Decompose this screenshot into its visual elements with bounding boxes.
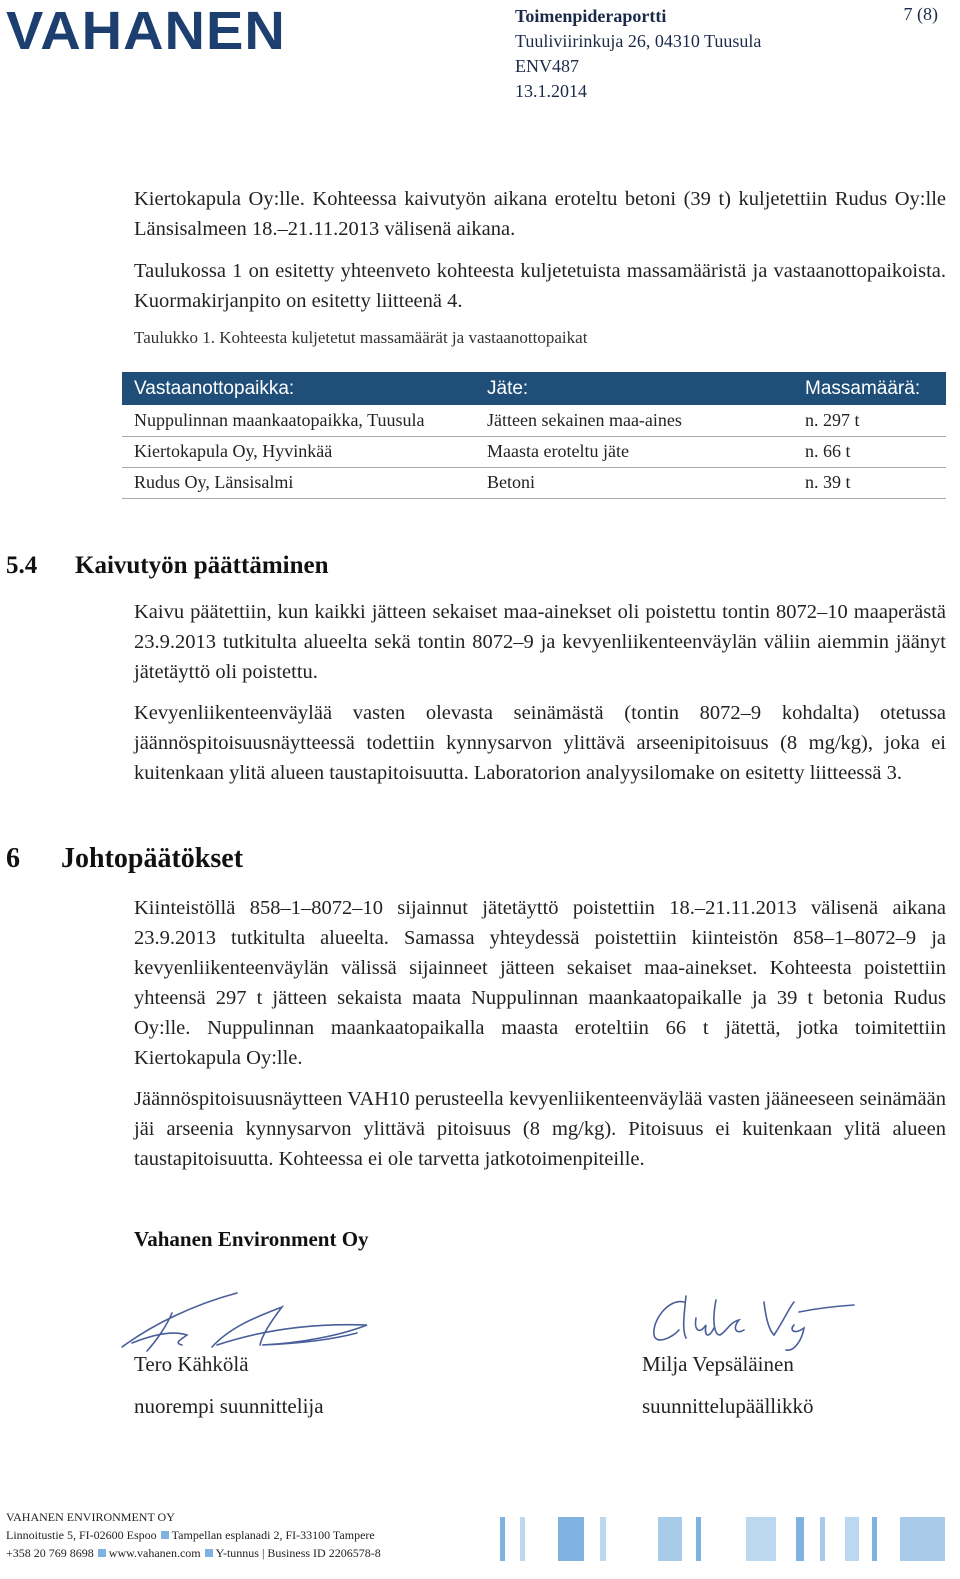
footer-business-id: Y-tunnus | Business ID 2206578-8 xyxy=(215,1546,381,1560)
page-number: 7 (8) xyxy=(903,4,938,24)
column-header: Jäte: xyxy=(475,372,793,405)
signer-2-name: Milja Vepsäläinen xyxy=(642,1352,794,1376)
signing-company: Vahanen Environment Oy xyxy=(134,1227,369,1251)
table-row xyxy=(122,436,946,467)
column-header: Vastaanottopaikka: xyxy=(122,372,475,405)
paragraph-intro-2: Taulukossa 1 on esitetty yhteenveto kohteesta kuljetetuista massamääristä ja vastaanottopaikoista. Kuormakirjanpito on esitetty liitteenä 4. xyxy=(134,260,946,312)
signer-2-role: suunnittelupäällikkö xyxy=(642,1394,814,1418)
report-code: ENV487 xyxy=(515,56,579,76)
page-footer xyxy=(6,1508,381,1562)
table-cell: Jätteen sekainen maa-aines xyxy=(475,405,793,436)
report-title: Toimenpideraportti xyxy=(515,6,667,26)
footer-web: www.vahanen.com xyxy=(108,1546,201,1560)
footer-contact xyxy=(6,1544,381,1562)
paragraph-6-2: Jäännöspitoisuusnäytteen VAH10 perusteella kevyenliikenteenväylää vasten jääneeseen seinämään jäi arseenia kynnysarvon ylittävä pitoisuus (8 mg/kg). Pitoisuus ei kuitenkaan ylitä alueen taustapitoisuutta. Kohteessa ei ole tarvetta jatkotoimenpiteille. xyxy=(134,1088,946,1170)
section-heading-6 xyxy=(6,843,243,875)
column-header: Massamäärä: xyxy=(793,372,946,405)
table-cell: Maasta eroteltu jäte xyxy=(475,436,793,467)
square-bullet-icon xyxy=(205,1549,213,1557)
table-row xyxy=(122,467,946,498)
table-row xyxy=(122,405,946,436)
footer-address-tampere: Tampellan esplanadi 2, FI-33100 Tampere xyxy=(171,1528,375,1542)
mass-table xyxy=(122,372,946,499)
section-heading-5-4 xyxy=(6,552,329,580)
report-date: 13.1.2014 xyxy=(515,81,587,101)
section-number: 5.4 xyxy=(6,552,38,579)
section-title: Kaivutyön päättäminen xyxy=(75,552,329,579)
signer-1-name: Tero Kähkölä xyxy=(134,1352,249,1376)
section-title: Johtopäätökset xyxy=(61,843,244,874)
table-cell: n. 39 t xyxy=(793,467,946,498)
table-cell: Kiertokapula Oy, Hyvinkää xyxy=(122,436,475,467)
signature-1-image xyxy=(112,1285,382,1360)
table-cell: Betoni xyxy=(475,467,793,498)
report-header xyxy=(515,4,761,104)
square-bullet-icon xyxy=(161,1531,169,1539)
footer-address-espoo: Linnoitustie 5, FI-02600 Espoo xyxy=(6,1528,157,1542)
paragraph-5-4-1: Kaivu päätettiin, kun kaikki jätteen sekaiset maa-ainekset oli poistettu tontin 8072–10 maaperästä 23.9.2013 tutkitulta alueelta sekä tontin 8072–9 ja kevyenliikenteenväylän väliin aiemmin jäänyt jätetäyttö oli poistettu. xyxy=(134,601,946,683)
footer-phone: +358 20 769 8698 xyxy=(6,1546,94,1560)
logo-text: VAHANEN xyxy=(6,0,286,61)
paragraph-intro-1: Kiertokapula Oy:lle. Kohteessa kaivutyön aikana eroteltu betoni (39 t) kuljetettiin Rudus Oy:lle Länsisalmeen 18.–21.11.2013 välisenä aikana. xyxy=(134,188,946,240)
report-address: Tuuliviirinkuja 26, 04310 Tuusula xyxy=(515,31,762,51)
signer-1-role: nuorempi suunnittelija xyxy=(134,1394,324,1418)
table-cell: n. 297 t xyxy=(793,405,946,436)
table-cell: n. 66 t xyxy=(793,436,946,467)
paragraph-6-1: Kiinteistöllä 858–1–8072–10 sijainnut jätetäyttö poistettiin 18.–21.11.2013 välisenä aikana 23.9.2013 tutkitulta alueelta. Samassa yhteydessä poistettiin kiinteistön 858–1–8072–9 ja kevyenliikenteenväylän välissä sijainneet jätteen sekaiset maa-ainekset. Kohteesta poistettiin yhteensä 297 t jätteen sekaista maata Nuppulinnan maankaatopaikalle ja 39 t betonia Rudus Oy:lle. Nuppulinnan maankaatopaikalla maasta eroteltiin 66 t jätettä, jotka toimitettiin Kiertokapula Oy:lle. xyxy=(134,897,946,1069)
table-cell: Rudus Oy, Länsisalmi xyxy=(122,467,475,498)
table-header-row xyxy=(122,372,946,405)
table-caption: Taulukko 1. Kohteesta kuljetetut massamäärät ja vastaanottopaikat xyxy=(134,328,588,347)
square-bullet-icon xyxy=(98,1549,106,1557)
footer-company: VAHANEN ENVIRONMENT OY xyxy=(6,1510,175,1524)
paragraph-5-4-2: Kevyenliikenteenväylää vasten olevasta seinämästä (tontin 8072–9 kohdalta) otetussa jäännöspitoisuusnäytteessä todettiin kynnysarvon ylittävä arseenipitoisuus (8 mg/kg), joka ei kuitenkaan ylitä alueen taustapitoisuutta. Laboratorion analyysilomake on esitetty liitteessä 3. xyxy=(134,702,946,784)
footer-addresses xyxy=(6,1526,381,1544)
vahanen-logo xyxy=(6,0,286,61)
table-cell: Nuppulinnan maankaatopaikka, Tuusula xyxy=(122,405,475,436)
section-number: 6 xyxy=(6,843,20,874)
footer-decoration-bars xyxy=(500,1517,950,1561)
signature-2-image xyxy=(644,1290,859,1360)
